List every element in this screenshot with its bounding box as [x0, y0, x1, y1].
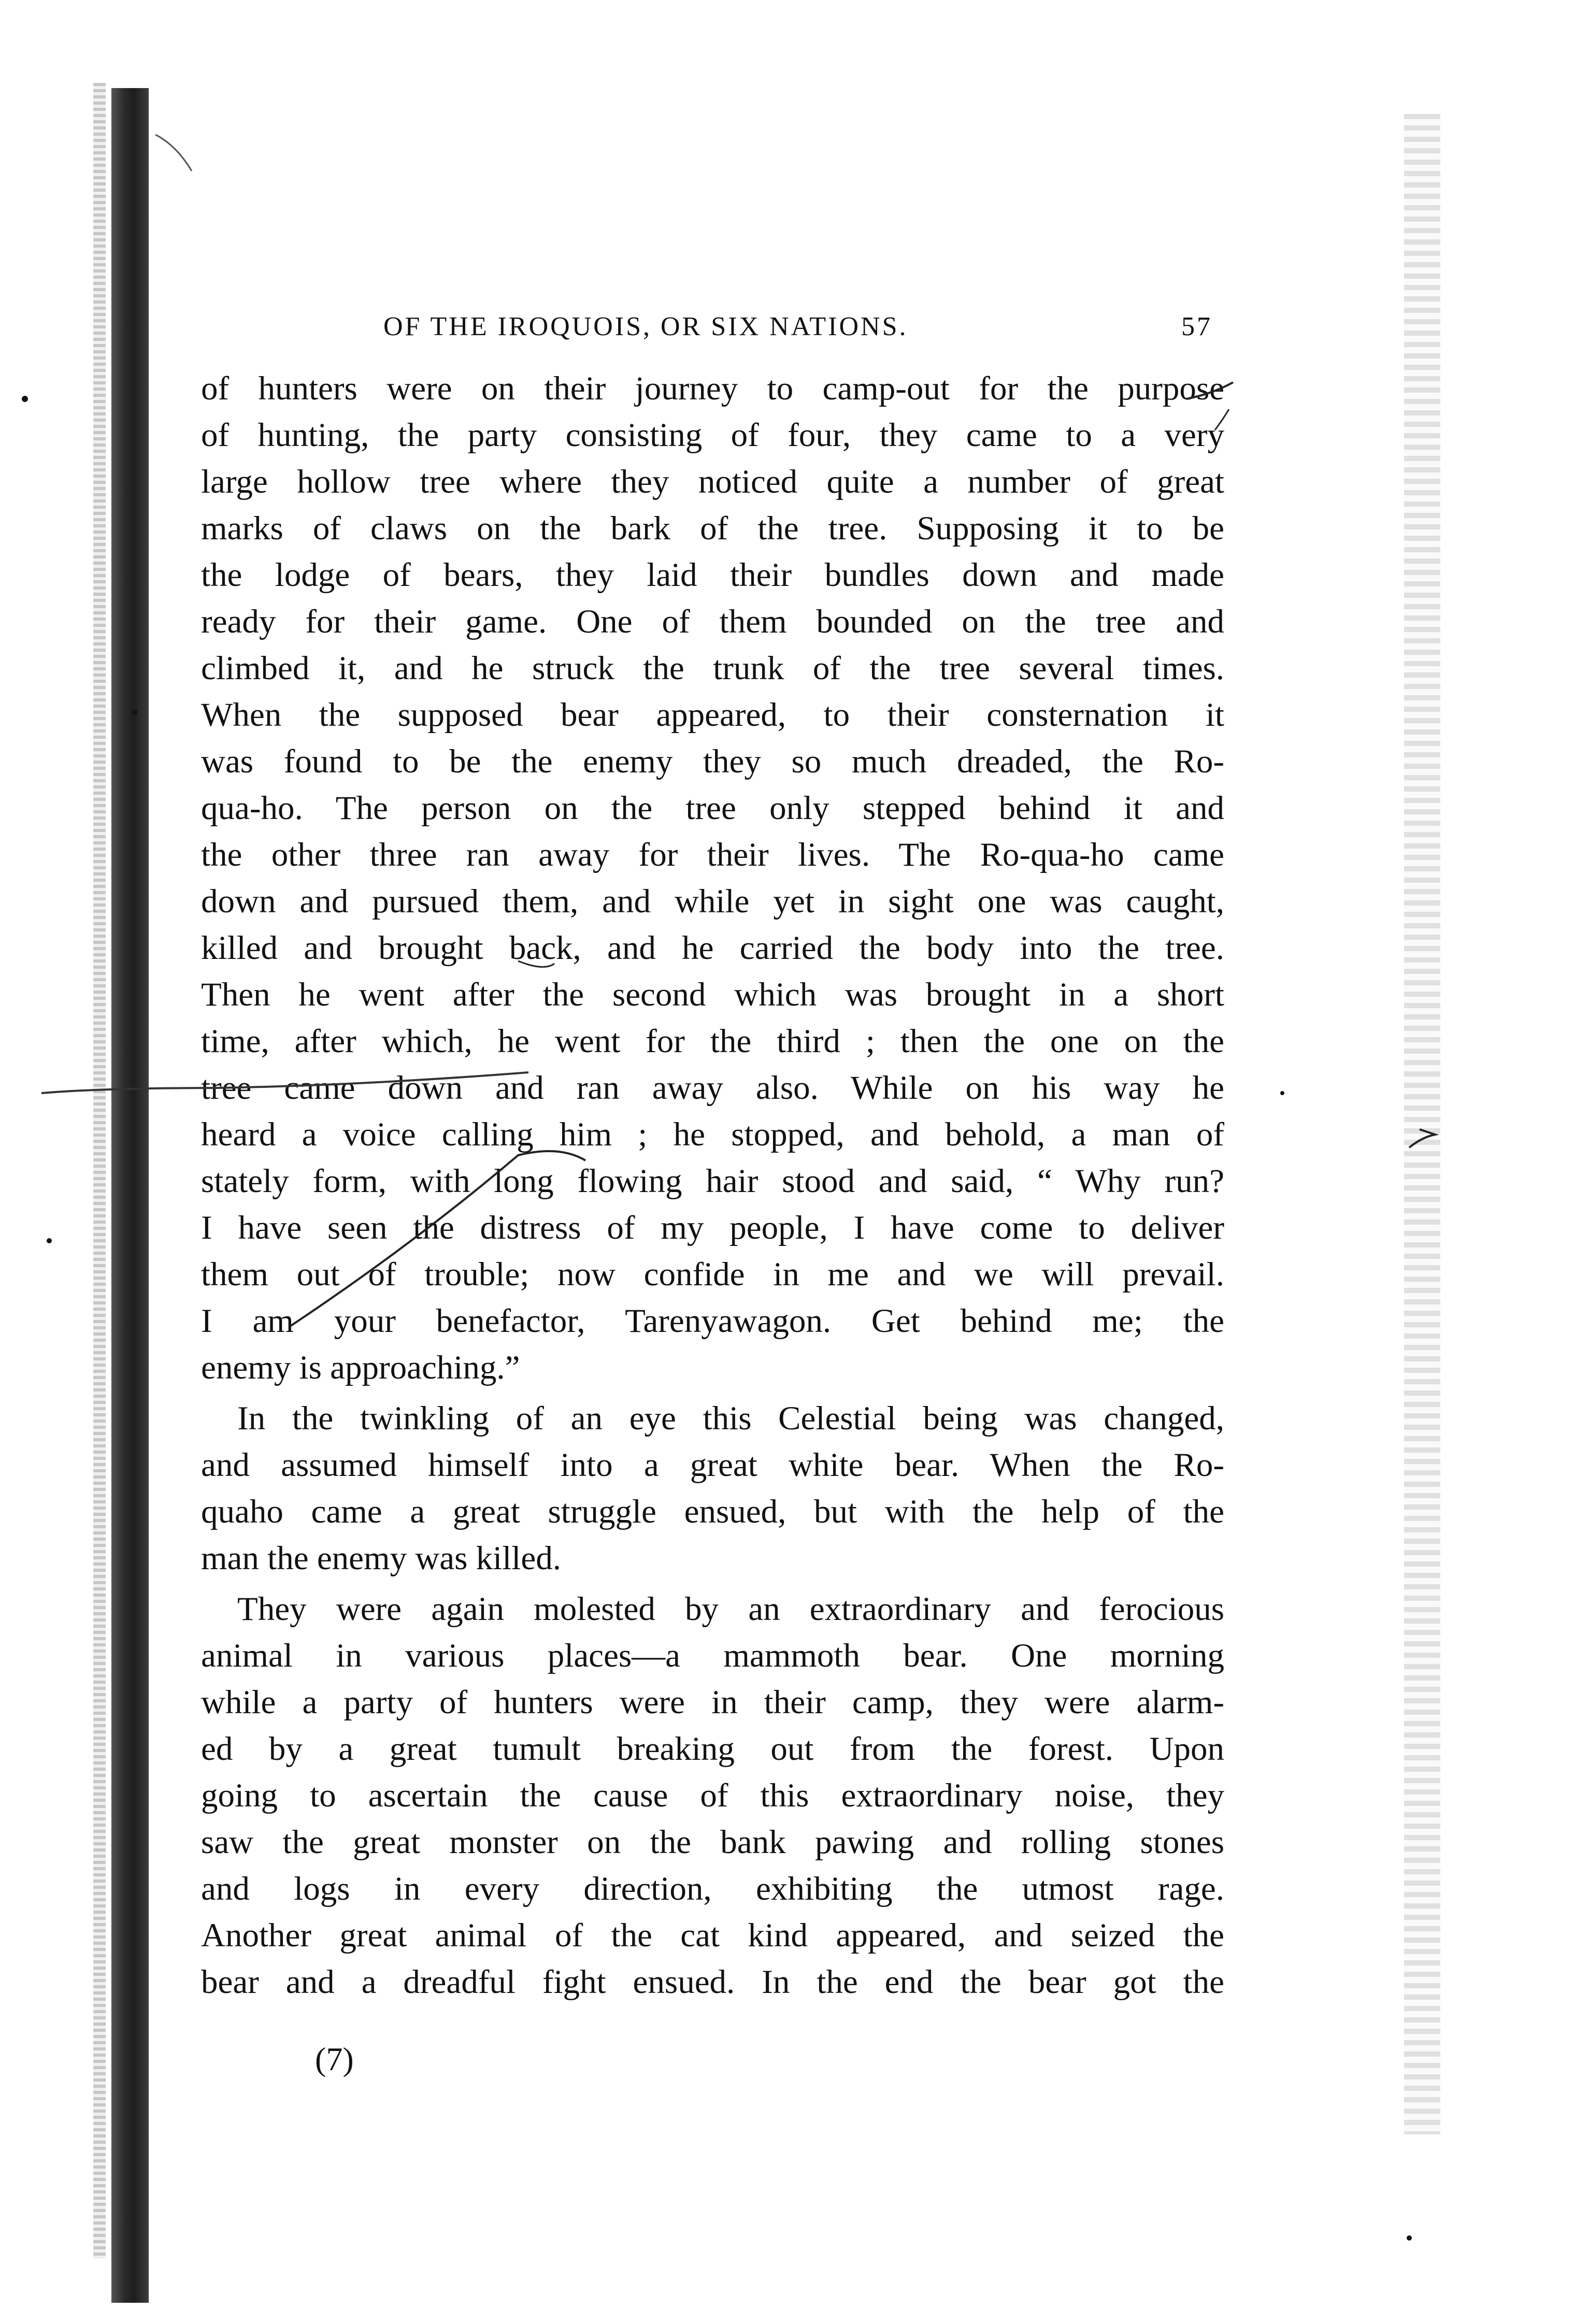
text-line: bear and a dreadful fight ensued. In the end the bear got the — [201, 1963, 1224, 2001]
text-line: saw the great monster on the bank pawing and rolling stones — [201, 1824, 1224, 1861]
text-line: time, after which, he went for the third ; then the one on the — [201, 1023, 1224, 1060]
running-title: OF THE IROQUOIS, OR SIX NATIONS. — [383, 311, 908, 341]
text-line: stately form, with long flowing hair stood and said, “ Why run? — [201, 1163, 1224, 1200]
text-line: of hunters were on their journey to camp-out for the purpose — [201, 370, 1224, 407]
text-line: while a party of hunters were in their camp, they were alarm- — [201, 1684, 1224, 1721]
text-line: Then he went after the second which was brought in a short — [201, 976, 1224, 1013]
text-line: climbed it, and he struck the trunk of the tree several times. — [201, 650, 1224, 687]
text-line: qua-ho. The person on the tree only stepped behind it and — [201, 790, 1224, 827]
right-edge-scan-noise — [1404, 114, 1440, 2134]
text-line: killed and brought back, and he carried the body into the tree. — [201, 929, 1224, 967]
text-line: ready for their game. One of them bounded on the tree and — [201, 603, 1224, 640]
text-line: down and pursued them, and while yet in sight one was caught, — [201, 883, 1224, 920]
text-line: heard a voice calling him ; he stopped, and behold, a man of — [201, 1116, 1224, 1153]
binding-edge — [111, 88, 149, 2303]
text-line: and logs in every direction, exhibiting the utmost rage. — [201, 1870, 1224, 1907]
text-line: of hunting, the party consisting of four, they came to a very — [201, 417, 1224, 454]
text-line: Another great animal of the cat kind appeared, and seized the — [201, 1917, 1224, 1954]
text-line: animal in various places—a mammoth bear. One morning — [201, 1637, 1224, 1674]
paragraph-gap — [201, 1582, 1224, 1586]
text-line: was found to be the enemy they so much dreaded, the Ro- — [201, 743, 1224, 780]
text-line: In the twinkling of an eye this Celestial being was changed, — [237, 1400, 1224, 1437]
paragraph-gap — [201, 1391, 1224, 1395]
body-text — [201, 365, 1224, 2005]
text-line: tree came down and ran away also. While on his way he — [201, 1069, 1224, 1107]
speck-dot — [47, 1238, 52, 1243]
speck-dot — [1407, 2235, 1412, 2241]
text-line: large hollow tree where they noticed quite a number of great — [201, 463, 1224, 500]
page-number: 57 — [1181, 311, 1212, 341]
text-line: They were again molested by an extraordinary and ferocious — [237, 1590, 1224, 1628]
speck-dot — [22, 396, 28, 402]
text-line: I have seen the distress of my people, I have come to deliver — [201, 1209, 1224, 1246]
speck-dot — [1280, 1091, 1284, 1095]
text-line: ed by a great tumult breaking out from the forest. Upon — [201, 1730, 1224, 1768]
text-line: When the supposed bear appeared, to their consternation it — [201, 696, 1224, 734]
text-line: man the enemy was killed. — [201, 1540, 561, 1577]
text-line: marks of claws on the bark of the tree. Supposing it to be — [201, 510, 1224, 547]
printer-signature: (7) — [315, 2041, 354, 2077]
text-line: enemy is approaching.” — [201, 1349, 520, 1386]
text-line: the other three ran away for their lives. The Ro-qua-ho came — [201, 836, 1224, 873]
text-line: and assumed himself into a great white bear. When the Ro- — [201, 1446, 1224, 1484]
text-line: them out of trouble; now confide in me and we will prevail. — [201, 1256, 1224, 1293]
text-line: I am your benefactor, Tarenyawagon. Get behind me; the — [201, 1302, 1224, 1340]
text-line: quaho came a great struggle ensued, but with the help of the — [201, 1493, 1224, 1530]
text-line: the lodge of bears, they laid their bundles down and made — [201, 556, 1224, 594]
text-line: going to ascertain the cause of this extraordinary noise, they — [201, 1777, 1224, 1814]
binding-shadow-texture — [93, 83, 106, 2259]
speck-mark — [155, 135, 192, 171]
running-header — [383, 303, 1212, 350]
